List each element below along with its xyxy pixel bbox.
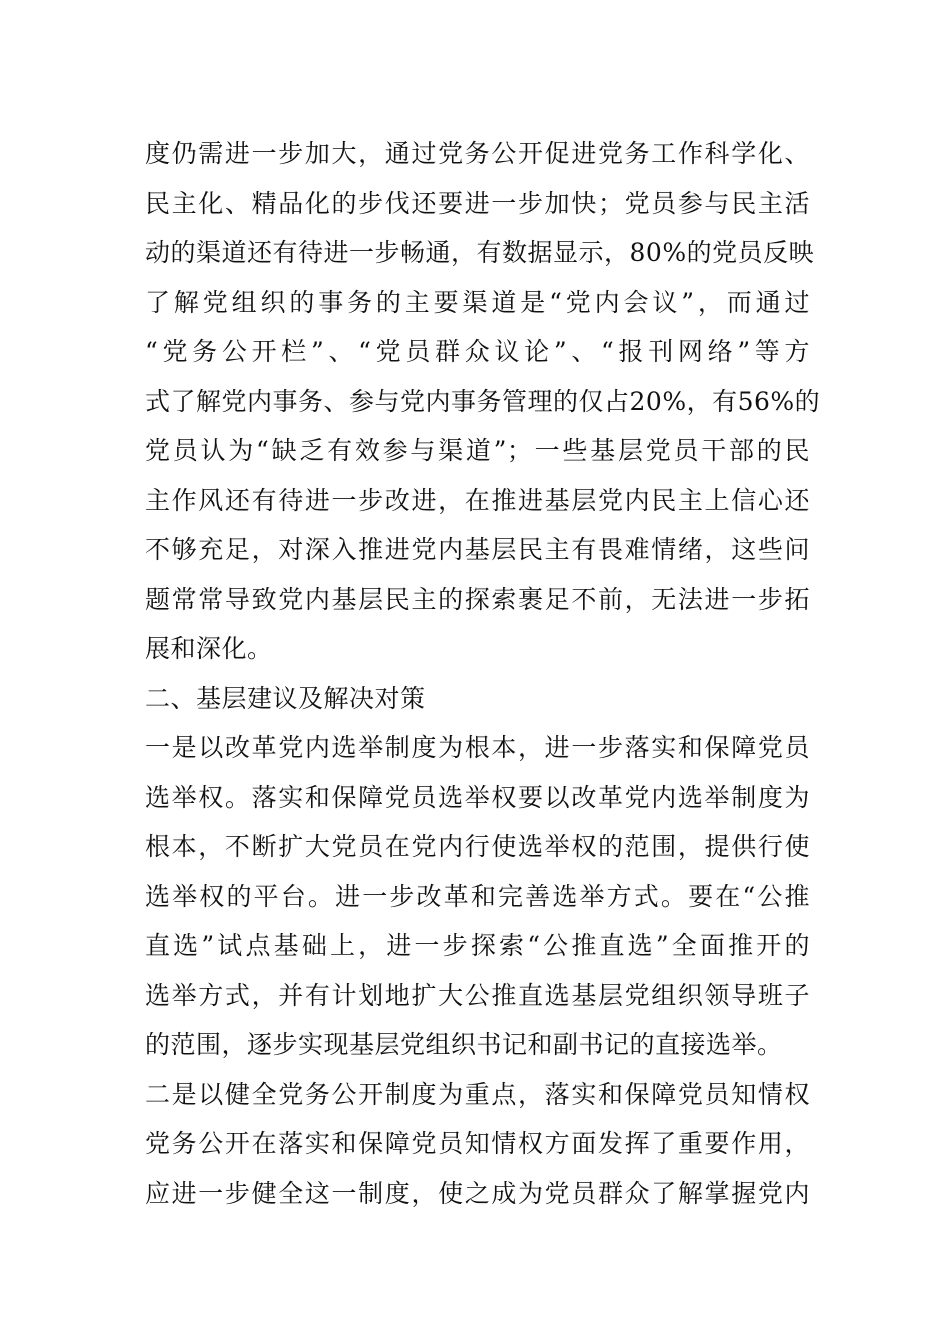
paragraph-1-line-7: 党员认为“缺乏有效参与渠道”；一些基层党员干部的民 <box>145 436 810 465</box>
paragraph-1-line-11: 展和深化。 <box>145 634 273 663</box>
body-text <box>145 129 821 1218</box>
paragraph-1-line-5: “党务公开栏”、“党员群众议论”、“报刊网络”等方 <box>145 337 810 366</box>
paragraph-1-line-1: 度仍需进一步加大，通过党务公开促进党务工作科学化、 <box>145 139 810 168</box>
paragraph-1-line-8: 主作风还有待进一步改进，在推进基层党内民主上信心还 <box>145 485 810 515</box>
paragraph-1-line-3: 动的渠道还有待进一步畅通，有数据显示，80%的党员反映 <box>145 238 815 267</box>
paragraph-2-line-4: 选举权的平台。进一步改革和完善选举方式。要在“公推 <box>145 881 810 911</box>
paragraph-1-line-4: 了解党组织的事务的主要渠道是“党内会议”，而通过 <box>145 287 810 317</box>
paragraph-3-line-1: 二是以健全党务公开制度为重点，落实和保障党员知情权 <box>145 1079 810 1109</box>
paragraph-2-line-5: 直选”试点基础上，进一步探索“公推直选”全面推开的 <box>145 931 810 960</box>
paragraph-2-line-1: 一是以改革党内选举制度为根本，进一步落实和保障党员 <box>145 733 810 762</box>
paragraph-1-line-6: 式了解党内事务、参与党内事务管理的仅占20%，有56%的 <box>145 386 821 416</box>
paragraph-1-line-10: 题常常导致党内基层民主的探索裹足不前，无法进一步拓 <box>145 584 810 614</box>
paragraph-2-line-3: 根本，不断扩大党员在党内行使选举权的范围，提供行使 <box>145 832 810 861</box>
paragraph-3-line-3: 应进一步健全这一制度，使之成为党员群众了解掌握党内 <box>145 1178 810 1208</box>
section-heading: 二、基层建议及解决对策 <box>145 683 426 713</box>
paragraph-1-line-2: 民主化、精品化的步伐还要进一步加快；党员参与民主活 <box>145 188 810 218</box>
paragraph-1-line-9: 不够充足，对深入推进党内基层民主有畏难情绪，这些问 <box>145 535 810 564</box>
paragraph-2-line-2: 选举权。落实和保障党员选举权要以改革党内选举制度为 <box>145 782 810 812</box>
paragraph-3-line-2: 党务公开在落实和保障党员知情权方面发挥了重要作用， <box>145 1129 810 1158</box>
paragraph-2-line-6: 选举方式，并有计划地扩大公推直选基层党组织领导班子 <box>145 980 810 1010</box>
paragraph-2-line-7: 的范围，逐步实现基层党组织书记和副书记的直接选举。 <box>145 1030 783 1059</box>
